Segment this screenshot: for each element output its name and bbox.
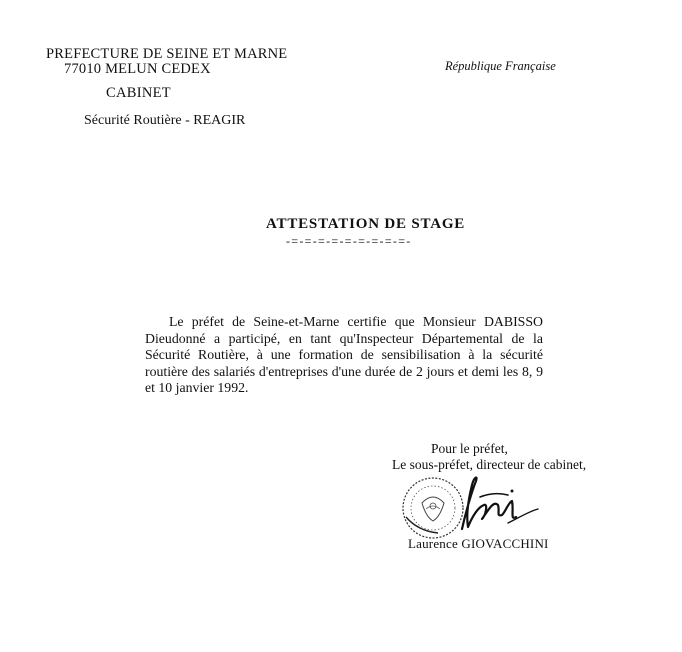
handwritten-signature-icon <box>450 471 540 541</box>
signature-block <box>390 441 610 561</box>
republic-label: République Française <box>445 59 556 73</box>
signature-line-2: Le sous-préfet, directeur de cabinet, <box>392 457 587 472</box>
service-label: Sécurité Routière - REAGIR <box>84 113 246 128</box>
signature-line-1: Pour le préfet, <box>431 441 508 456</box>
signatory-name: Laurence GIOVACCHINI <box>408 536 549 551</box>
prefecture-name: PREFECTURE DE SEINE ET MARNE <box>46 46 288 62</box>
certificate-paragraph: Le préfet de Seine-et-Marne certifie que Monsieur DABISSO Dieudonné a participé, en tant qu'Inspecteur Départemental de la Sécurité Routière, à une formation de sensibilisation à la sécurité routière des salariés d'entreprises d'une durée de 2 jours et demi les 8, 9 et 10 janvier 1992. <box>145 314 543 395</box>
title-underline: -=-=-=-=-=-=-=-=-=- <box>286 234 412 248</box>
document-title: ATTESTATION DE STAGE <box>266 216 466 232</box>
certificate-body <box>145 314 543 397</box>
cabinet-label: CABINET <box>106 85 171 101</box>
prefecture-address: 77010 MELUN CEDEX <box>64 61 211 77</box>
